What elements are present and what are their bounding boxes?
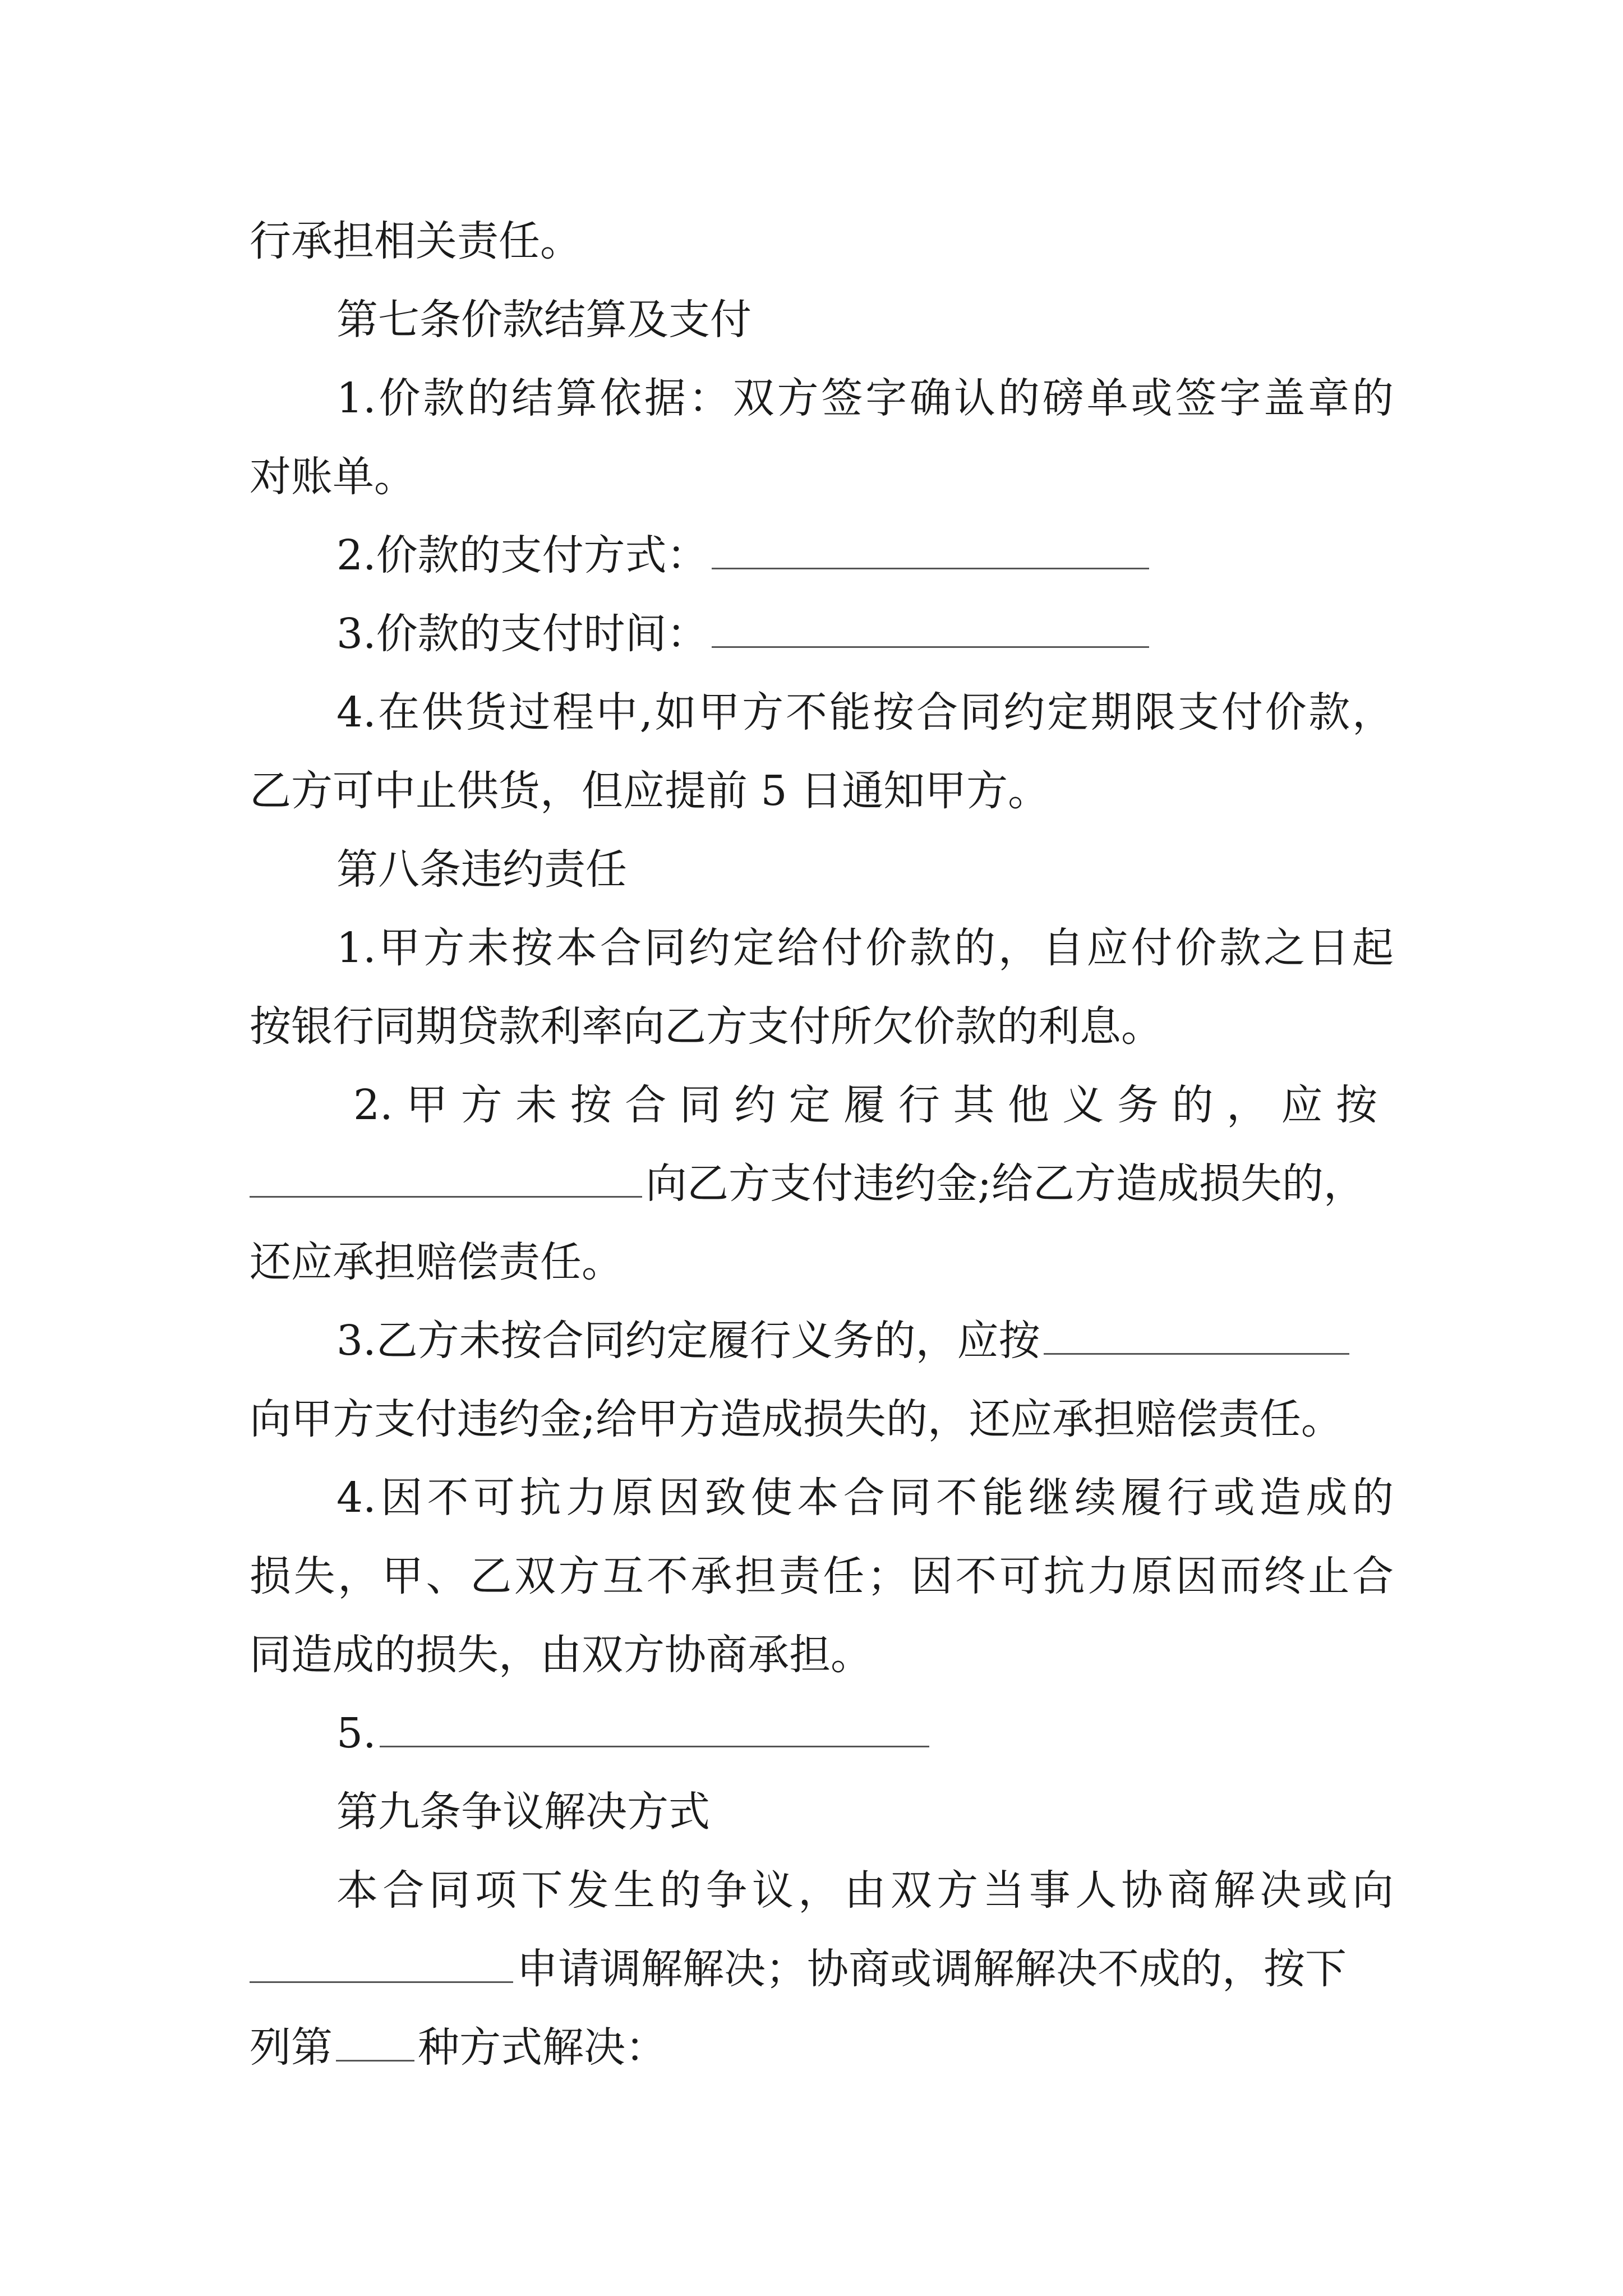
fill-in-blank	[1044, 1352, 1349, 1355]
line-text: 5.	[336, 1709, 376, 1757]
section-heading-8	[336, 830, 1394, 909]
line-text: 1.价款的结算依据：双方签字确认的磅单或签字盖章的	[336, 374, 1394, 422]
line-text: 1.甲方未按本合同约定给付价款的，自应付价款之日起	[336, 924, 1394, 972]
line-text: 乙方可中止供货，但应提前 5 日通知甲方。	[250, 767, 1050, 815]
line-text: 行承担相关责任。	[250, 217, 582, 265]
line-text: 第九条争议解决方式	[336, 1788, 710, 1836]
text-line	[336, 595, 1394, 673]
text-line	[336, 516, 1394, 595]
text-line	[250, 1537, 1394, 1616]
line-text: 申请调解解决；协商或调解解决不成的，按下	[517, 1945, 1347, 1993]
text-line	[336, 359, 1394, 438]
line-text: 第七条价款结算及支付	[336, 296, 751, 344]
line-text: 向甲方支付违约金;给甲方造成损失的，还应承担赔偿责任。	[250, 1395, 1343, 1443]
line-text: 2.价款的支付方式：	[336, 531, 708, 579]
text-line	[336, 673, 1394, 752]
text-line	[250, 1380, 1394, 1458]
line-text: 4.在供货过程中,如甲方不能按合同约定期限支付价款，	[336, 688, 1394, 737]
text-line	[250, 1616, 1394, 1694]
text-line	[250, 1223, 1394, 1301]
fill-in-blank	[712, 567, 1149, 569]
text-line	[250, 2008, 1394, 2087]
line-text: 损失，甲、乙双方互不承担责任；因不可抗力原因而终止合	[250, 1552, 1394, 1600]
line-text: 本合同项下发生的争议，由双方当事人协商解决或向	[336, 1866, 1394, 1915]
fill-in-blank	[336, 2059, 414, 2062]
line-text: 按银行同期贷款利率向乙方支付所欠价款的利息。	[250, 1002, 1163, 1051]
line-text: 向乙方支付违约金;给乙方造成损失的，	[645, 1159, 1365, 1208]
line-text: 3.乙方未按合同约定履行义务的，应按	[336, 1317, 1040, 1365]
text-line	[250, 438, 1394, 516]
line-text: 种方式解决：	[418, 2023, 667, 2072]
line-text: 3.价款的支付时间：	[336, 610, 708, 658]
line-text: 同造成的损失，由双方协商承担。	[250, 1631, 872, 1679]
line-text: 2. 甲 方 未 按 合 同 约 定 履 行 其 他 义 务 的 ， 应 按	[353, 1081, 1378, 1129]
line-text: 第八条违约责任	[336, 845, 627, 894]
text-line	[336, 909, 1394, 987]
text-line	[353, 1066, 1394, 1144]
text-line	[336, 1301, 1394, 1380]
fill-in-blank	[380, 1745, 929, 1747]
text-line	[250, 1930, 1394, 2008]
text-line	[336, 1694, 1394, 1773]
section-heading-9	[336, 1773, 1394, 1851]
line-text: 4.因不可抗力原因致使本合同不能继续履行或造成的	[336, 1474, 1394, 1522]
section-heading-7	[336, 280, 1394, 359]
fill-in-blank	[250, 1195, 642, 1198]
text-line	[336, 1458, 1394, 1537]
fill-in-blank	[250, 1981, 513, 1983]
text-line	[250, 987, 1394, 1066]
line-text: 还应承担赔偿责任。	[250, 1238, 623, 1286]
text-line	[250, 1144, 1394, 1223]
line-text: 对账单。	[250, 453, 416, 501]
text-line	[250, 202, 1394, 280]
fill-in-blank	[712, 646, 1149, 648]
text-line	[250, 752, 1394, 830]
line-text: 列第	[250, 2023, 333, 2072]
text-line	[336, 1851, 1394, 1930]
